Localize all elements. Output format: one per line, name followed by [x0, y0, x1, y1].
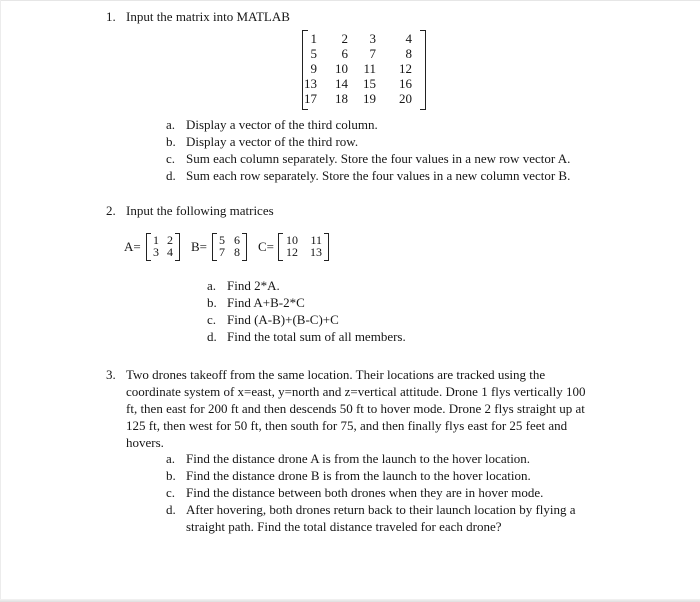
matrix-right-bracket: [420, 30, 426, 110]
matrix-cell: 18: [335, 91, 348, 106]
matrix-cell: 12: [399, 61, 412, 76]
item-label: b.: [166, 134, 176, 149]
matrix-cell: 5: [219, 233, 225, 247]
item-label: c.: [166, 485, 176, 500]
matrix-cell: 7: [219, 245, 225, 259]
q3-number: 3.: [106, 367, 116, 382]
matrix-cell: 10: [335, 61, 348, 76]
item-label: c.: [166, 151, 176, 166]
page-edge-top: [0, 0, 700, 1]
matrix-cell: 16: [399, 76, 412, 91]
matrix-cell: 12: [286, 245, 298, 259]
matrix-cell: 1: [310, 31, 317, 46]
matrix-cell: 2: [167, 233, 173, 247]
q3-paragraph: [126, 366, 626, 451]
item-text: Sum each row separately. Store the four values in a new column vector B.: [186, 168, 571, 183]
q1-matrix: [302, 30, 432, 110]
item-label: b.: [166, 468, 176, 483]
matrix-cell: 6: [234, 233, 240, 247]
item-text: Find the distance drone B is from the launch to the hover location.: [186, 468, 531, 483]
page-edge-left: [0, 0, 1, 602]
item-label: c.: [207, 312, 217, 327]
q2-title: Input the following matrices: [126, 203, 274, 218]
matrix-cell: 2: [341, 31, 348, 46]
matrix-name: B=: [191, 239, 208, 254]
matrix-cell: 14: [335, 76, 348, 91]
paragraph-line: hovers.: [126, 435, 164, 450]
paragraph-line: Two drones takeoff from the same location. Their locations are tracked using the: [126, 367, 546, 382]
matrix-cell: 15: [363, 76, 376, 91]
matrix-cell: 8: [234, 245, 240, 259]
item-text: Find the distance drone A is from the launch to the hover location.: [186, 451, 531, 466]
item-text: Find (A-B)+(B-C)+C: [227, 312, 339, 327]
matrix-cell: 6: [341, 46, 348, 61]
item-label: d.: [166, 168, 176, 183]
item-label: a.: [166, 117, 176, 132]
paragraph-line: 125 ft, then west for 50 ft, then south for 75, and then finally flys east for 25 feet and: [126, 418, 568, 433]
matrix-cell: 11: [310, 233, 322, 247]
matrix-cell: 3: [369, 31, 376, 46]
matrix-right-bracket: [324, 233, 329, 261]
matrix-cell: 4: [405, 31, 412, 46]
matrix-cell: 3: [153, 245, 159, 259]
matrix-name: A=: [124, 239, 141, 254]
item-label: b.: [207, 295, 217, 310]
item-text: Find A+B-2*C: [227, 295, 305, 310]
item-text: Find the distance between both drones when they are in hover mode.: [186, 485, 544, 500]
matrix-right-bracket: [175, 233, 180, 261]
q2-number: 2.: [106, 203, 116, 218]
matrix-cell: 4: [167, 245, 173, 259]
item-label: d.: [207, 329, 217, 344]
q1-number: 1.: [106, 9, 116, 24]
matrix-cell: 17: [304, 91, 317, 106]
matrix-cell: 7: [369, 46, 376, 61]
matrix-cell: 5: [310, 46, 317, 61]
paragraph-line: ft, then east for 200 ft and then descends 50 ft to hover mode. Drone 2 flys straight up at: [126, 401, 585, 416]
matrix-cell: 11: [363, 61, 376, 76]
matrix-cell: 13: [310, 245, 322, 259]
item-label: a.: [166, 451, 176, 466]
q1-title: Input the matrix into MATLAB: [126, 9, 290, 24]
matrix-cell: 1: [153, 233, 159, 247]
item-text-continued: straight path. Find the total distance traveled for each drone?: [186, 519, 502, 534]
matrix-cell: 10: [286, 233, 298, 247]
matrix-right-bracket: [242, 233, 247, 261]
paragraph-line: coordinate system of x=east, y=north and z=vertical attitude. Drone 1 flys vertically 100: [126, 384, 586, 399]
matrix-cell: 13: [304, 76, 317, 91]
matrix-cell: 8: [405, 46, 412, 61]
matrix-name: C=: [258, 239, 275, 254]
item-text: Find 2*A.: [227, 278, 280, 293]
item-text: Display a vector of the third row.: [186, 134, 359, 149]
item-text: Find the total sum of all members.: [227, 329, 406, 344]
item-text: Display a vector of the third column.: [186, 117, 378, 132]
matrix-cell: 19: [363, 91, 376, 106]
matrix-cell: 9: [310, 61, 317, 76]
item-text: After hovering, both drones return back to their launch location by flying a: [186, 502, 576, 517]
item-label: a.: [207, 278, 217, 293]
item-text: Sum each column separately. Store the four values in a new row vector A.: [186, 151, 571, 166]
item-label: d.: [166, 502, 176, 517]
matrix-cell: 20: [399, 91, 412, 106]
